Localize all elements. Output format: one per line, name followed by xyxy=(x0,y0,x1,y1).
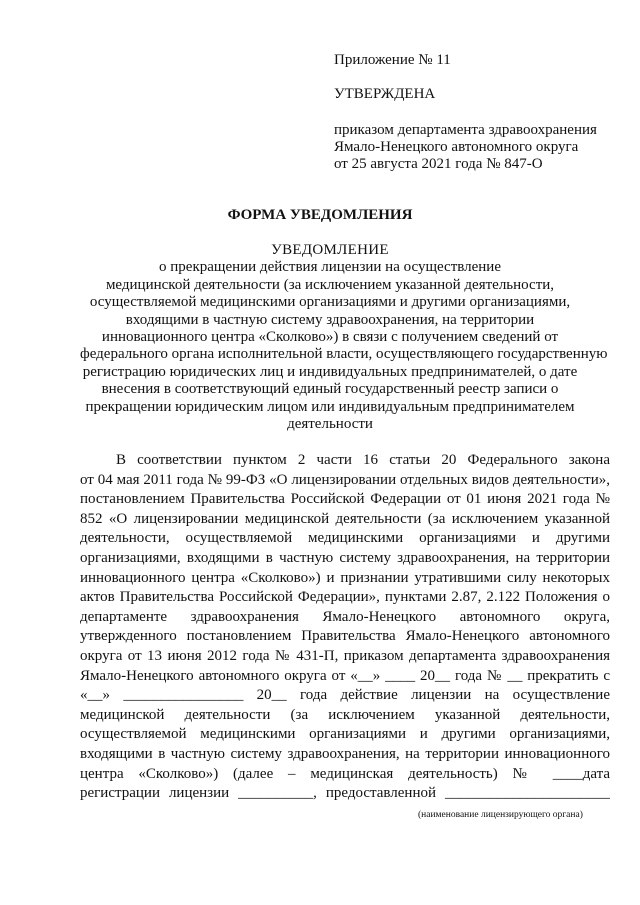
body-line: департаменте здравоохранения Ямало-Ненецкого автономного округа, xyxy=(80,608,610,625)
notice-line: входящими в частную систему здравоохранения, на территории xyxy=(125,311,535,328)
notice-line: о прекращении действия лицензии на осуществление xyxy=(159,259,501,276)
body-line: медицинской деятельности (за исключением указанной деятельности, xyxy=(80,706,610,723)
notice-line: прекращении юридическим лицом или индивидуальным предпринимателем xyxy=(85,398,575,415)
body-line: организациями, входящими в частную систему здравоохранения, на территории xyxy=(80,549,610,566)
body-line: осуществляемой медицинскими организациями и другими организациями, xyxy=(80,726,610,743)
notice-line: инновационного центра «Сколково») в связи с получением сведений от xyxy=(101,329,559,346)
order-line-2: Ямало-Ненецкого автономного округа xyxy=(334,139,579,155)
notice-line: осуществляемой медицинскими организациями и другими организациями, xyxy=(89,294,571,311)
licensing-authority-caption: (наименование лицензирующего органа) xyxy=(418,810,583,820)
body-line: актов Правительства Российской Федерации», пунктами 2.87, 2.122 Положения о xyxy=(80,589,610,606)
notice-line: федерального органа исполнительной власти, осуществляющего государственную xyxy=(80,346,608,363)
approval-block xyxy=(334,52,624,173)
notice-heading-block xyxy=(80,242,608,433)
notice-line: регистрацию юридических лиц и индивидуальных предпринимателей, о дате xyxy=(82,363,578,380)
body-line: Ямало-Ненецкого автономного округа от «__» ____ 20__ года № __ прекратить с xyxy=(80,667,610,684)
body-line: инновационного центра «Сколково») и признании утратившими силу некоторых xyxy=(80,569,610,586)
body-line: от 04 мая 2011 года № 99-ФЗ «О лицензировании отдельных видов деятельности», xyxy=(80,471,610,488)
body-line: центра «Сколково») (далее – медицинская деятельность) № ____дата xyxy=(80,765,610,782)
body-line: 852 «О лицензировании медицинской деятельности (за исключением указанной xyxy=(80,510,610,527)
body-line: постановлением Правительства Российской Федерации от 01 июня 2021 года № xyxy=(80,491,610,508)
notice-line: медицинской деятельности (за исключением указанной деятельности, xyxy=(105,276,555,293)
notice-line: деятельности xyxy=(287,416,373,433)
body-line: деятельности, осуществляемой медицинскими организациями и другими xyxy=(80,530,610,547)
body-line: В соответствии пунктом 2 части 16 статьи 20 Федерального закона xyxy=(116,452,610,468)
notice-line: внесения в соответствующий единый государственный реестр записи о xyxy=(101,381,559,398)
body-line: регистрации лицензии __________, предоставленной ______________________ xyxy=(80,785,610,802)
appendix-number: Приложение № 11 xyxy=(334,52,451,68)
approved-stamp-text: УТВЕРЖДЕНА xyxy=(334,86,436,102)
order-line-3: от 25 августа 2021 года № 847-О xyxy=(334,156,543,172)
body-paragraph xyxy=(80,451,610,804)
body-line: утвержденного постановлением Правительства Ямало-Ненецкого автономного xyxy=(80,628,610,645)
body-line: входящими в частную систему здравоохранения, на территории инновационного xyxy=(80,745,610,762)
form-title: ФОРМА УВЕДОМЛЕНИЯ xyxy=(227,207,413,223)
notice-heading: УВЕДОМЛЕНИЕ xyxy=(271,242,389,258)
body-line: округа от 13 июня 2012 года № 431-П, приказом департамента здравоохранения xyxy=(80,647,610,664)
body-line: «__» ________________ 20__ года действие лицензии на осуществление xyxy=(80,687,610,704)
order-line-1: приказом департамента здравоохранения xyxy=(334,122,597,138)
